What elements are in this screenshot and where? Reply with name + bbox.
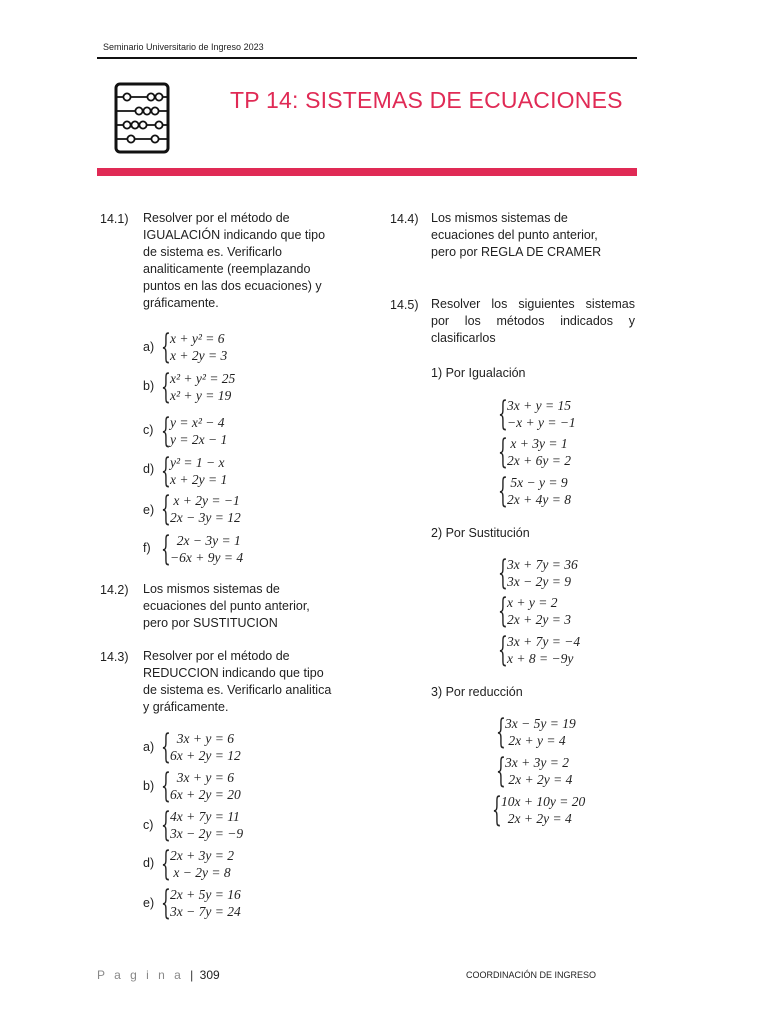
- method-heading-reduccion: 3) Por reducción: [431, 685, 523, 699]
- method-heading-igualacion: 1) Por Igualación: [431, 366, 526, 380]
- title-divider-bar: [97, 168, 637, 176]
- footer-coordination: COORDINACIÓN DE INGRESO: [466, 970, 597, 980]
- equation-system: { x + y² = 6 x + 2y = 3: [161, 327, 228, 367]
- equation-system: { 3x + 3y = 2 2x + 2y = 4: [496, 751, 573, 791]
- equation-system: { 3x + y = 6 6x + 2y = 12: [161, 727, 241, 767]
- method-heading-sustitucion: 2) Por Sustitución: [431, 526, 530, 540]
- item-label: c): [143, 423, 154, 437]
- section-instructions-14-1: Resolver por el método de IGUALACIÓN indicando que tipo de sistema es. Verificarlo analiticamente (reemplazando puntos en las dos ecuaciones) y gráficamente.: [143, 211, 326, 310]
- section-instructions-14-4: Los mismos sistemas de ecuaciones del punto anterior, pero por REGLA DE CRAMER: [431, 211, 602, 259]
- section-instructions-14-3: Resolver por el método de REDUCCION indicando que tipo de sistema es. Verificarlo analitica y gráficamente.: [143, 649, 332, 714]
- header-divider: [97, 57, 637, 59]
- equation-system: { y² = 1 − x x + 2y = 1: [161, 451, 228, 491]
- equation-system: { x + y = 2 2x + 2y = 3: [498, 591, 571, 631]
- section-number-14-1: 14.1): [100, 212, 129, 226]
- equation-system: { 2x + 3y = 2 x − 2y = 8: [161, 844, 234, 884]
- equation-system: { 3x + 7y = 36 3x − 2y = 9: [498, 553, 578, 593]
- equation-system: { 2x − 3y = 1 −6x + 9y = 4: [161, 529, 244, 569]
- equation-system: { 3x − 5y = 19 2x + y = 4: [496, 712, 576, 752]
- item-label: e): [143, 896, 155, 910]
- header-text: Seminario Universitario de Ingreso 2023: [103, 42, 264, 52]
- abacus-icon: [113, 82, 171, 154]
- section-number-14-5: 14.5): [390, 298, 419, 312]
- section-number-14-2: 14.2): [100, 583, 129, 597]
- item-label: c): [143, 818, 154, 832]
- item-label: b): [143, 379, 155, 393]
- equation-system: { 3x + y = 15 −x + y = −1: [498, 394, 576, 434]
- item-label: e): [143, 503, 155, 517]
- item-label: b): [143, 779, 155, 793]
- equation-system: { 4x + 7y = 11 3x − 2y = −9: [161, 805, 244, 845]
- page-title: TP 14: SISTEMAS DE ECUACIONES: [230, 87, 623, 113]
- equation-system: { 10x + 10y = 20 2x + 2y = 4: [492, 790, 586, 830]
- equation-system: { x + 2y = −1 2x − 3y = 12: [161, 489, 241, 529]
- item-label: a): [143, 740, 155, 754]
- page-number-footer: P a g i n a | 309: [97, 968, 220, 982]
- equation-system: { x² + y² = 25 x² + y = 19: [161, 367, 236, 407]
- equation-system: { 5x − y = 9 2x + 4y = 8: [498, 471, 571, 511]
- section-instructions-14-2: Los mismos sistemas de ecuaciones del punto anterior, pero por SUSTITUCION: [143, 582, 310, 630]
- item-label: f): [143, 541, 151, 555]
- equation-system: { 3x + 7y = −4 x + 8 = −9y: [498, 630, 581, 670]
- section-instructions-14-5: Resolver los siguientes sistemas por los métodos indicados y clasificarlos: [431, 297, 635, 345]
- item-label: d): [143, 856, 155, 870]
- equation-system: { 3x + y = 6 6x + 2y = 20: [161, 766, 241, 806]
- equation-system: { 2x + 5y = 16 3x − 7y = 24: [161, 883, 241, 923]
- item-label: a): [143, 340, 155, 354]
- section-number-14-3: 14.3): [100, 650, 129, 664]
- item-label: d): [143, 462, 155, 476]
- section-number-14-4: 14.4): [390, 212, 419, 226]
- equation-system: { y = x² − 4 y = 2x − 1: [161, 411, 228, 451]
- equation-system: { x + 3y = 1 2x + 6y = 2: [498, 432, 571, 472]
